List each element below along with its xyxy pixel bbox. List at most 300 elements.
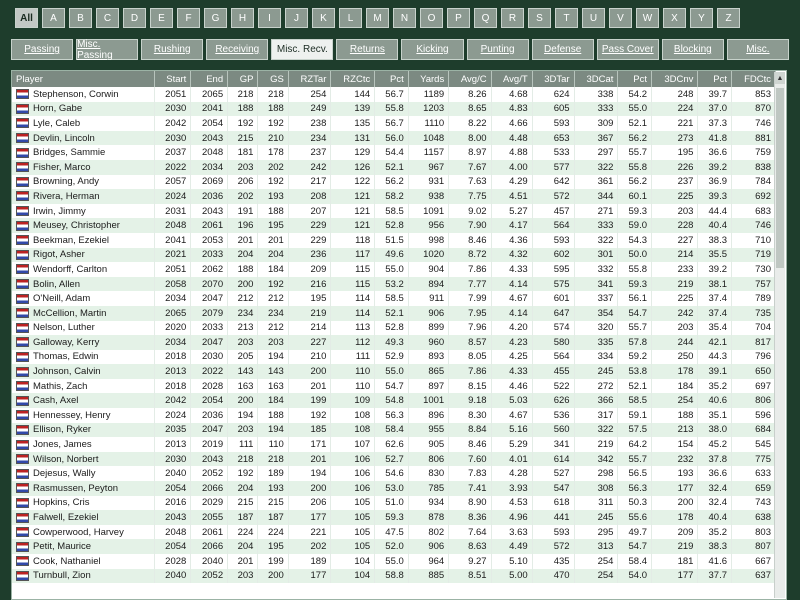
table-row[interactable] — [12, 321, 776, 336]
stat-cell: 193 — [258, 189, 288, 204]
column-header[interactable]: 3DTar — [532, 71, 574, 87]
player-name[interactable]: Petit, Maurice — [33, 541, 92, 553]
stat-cell: 37.0 — [698, 102, 732, 117]
stat-cell: 338 — [574, 87, 618, 102]
stat-cell: 54.4 — [375, 145, 409, 160]
column-header[interactable]: RZTar — [288, 71, 331, 87]
stat-cell: 735 — [732, 306, 776, 321]
stat-cell: 2034 — [154, 335, 191, 350]
stat-cell: 194 — [288, 466, 331, 481]
stat-cell: 135 — [331, 116, 375, 131]
table-row[interactable] — [12, 233, 776, 248]
tab-pass-cover[interactable]: Pass Cover — [597, 39, 659, 60]
stat-cell: 194 — [258, 350, 288, 365]
letter-filter-v[interactable]: V — [609, 8, 632, 28]
stat-cell: 56.7 — [375, 116, 409, 131]
column-header[interactable]: RZCtc — [331, 71, 375, 87]
stat-cell: 596 — [732, 408, 776, 423]
table-row[interactable] — [12, 291, 776, 306]
letter-filter-g[interactable]: G — [204, 8, 227, 28]
stat-cell: 62.6 — [375, 437, 409, 452]
stat-cell: 8.46 — [449, 437, 491, 452]
stat-cell: 209 — [288, 262, 331, 277]
tab-kicking[interactable]: Kicking — [401, 39, 463, 60]
player-name-cell — [12, 262, 154, 277]
stat-cell: 4.33 — [491, 364, 532, 379]
player-name-cell — [12, 452, 154, 467]
stat-cell: 2048 — [154, 218, 191, 233]
stat-cell: 58.4 — [375, 423, 409, 438]
letter-filter-m[interactable]: M — [366, 8, 389, 28]
stat-cell: 322 — [574, 423, 618, 438]
stat-cell: 248 — [652, 87, 698, 102]
stat-cell: 58.8 — [375, 569, 409, 584]
stat-cell: 178 — [652, 364, 698, 379]
stat-cell: 4.66 — [491, 116, 532, 131]
letter-filter-s[interactable]: S — [528, 8, 551, 28]
stat-cell: 2030 — [191, 350, 228, 365]
stat-cell: 572 — [532, 189, 574, 204]
player-name[interactable]: Johnson, Calvin — [33, 366, 101, 378]
tab-misc[interactable]: Misc. — [727, 39, 789, 60]
stat-cell: 2047 — [191, 423, 228, 438]
column-header[interactable]: Pct — [698, 71, 732, 87]
stat-cell: 245 — [574, 364, 618, 379]
stat-cell: 564 — [532, 350, 574, 365]
stat-cell: 54.2 — [618, 87, 652, 102]
vertical-scrollbar[interactable] — [774, 72, 785, 598]
stat-cell: 906 — [408, 539, 448, 554]
flag-icon — [16, 118, 29, 128]
tab-rushing[interactable]: Rushing — [141, 39, 203, 60]
table-row[interactable] — [12, 189, 776, 204]
stat-cell: 238 — [288, 116, 331, 131]
stat-cell: 2042 — [154, 116, 191, 131]
letter-filter-e[interactable]: E — [150, 8, 173, 28]
stat-cell: 144 — [331, 87, 375, 102]
stat-cell: 202 — [258, 160, 288, 175]
stat-cell: 931 — [408, 175, 448, 190]
table-row[interactable] — [12, 481, 776, 496]
player-name-cell — [12, 569, 154, 584]
player-name[interactable]: Lyle, Caleb — [33, 117, 81, 129]
player-name[interactable]: Nelson, Luther — [33, 322, 95, 334]
stat-cell: 39.3 — [698, 189, 732, 204]
stat-cell: 8.26 — [449, 87, 491, 102]
letter-filter-j[interactable]: J — [285, 8, 308, 28]
letter-filter-p[interactable]: P — [447, 8, 470, 28]
letter-filter-a[interactable]: A — [42, 8, 65, 28]
stat-cell: 575 — [532, 277, 574, 292]
flag-icon — [16, 469, 29, 479]
player-name[interactable]: Cash, Axel — [33, 395, 79, 407]
stat-cell: 5.16 — [491, 423, 532, 438]
player-name[interactable]: Horn, Gabe — [33, 103, 83, 115]
letter-filter-f[interactable]: F — [177, 8, 200, 28]
player-name[interactable]: Stephenson, Corwin — [33, 88, 119, 100]
flag-icon — [16, 264, 29, 274]
stat-cell: 759 — [732, 145, 776, 160]
column-header[interactable]: End — [191, 71, 228, 87]
player-name-cell — [12, 466, 154, 481]
player-name[interactable]: Cowperwood, Harvey — [33, 526, 124, 538]
stat-cell: 58.5 — [375, 291, 409, 306]
stat-cell: 219 — [652, 539, 698, 554]
stat-cell: 344 — [574, 189, 618, 204]
stat-cell: 177 — [288, 510, 331, 525]
stat-cell: 50.3 — [618, 496, 652, 511]
stat-cell: 52.0 — [375, 539, 409, 554]
flag-icon — [16, 571, 29, 581]
stat-cell: 8.05 — [449, 350, 491, 365]
stat-cell: 114 — [331, 291, 375, 306]
stat-cell: 205 — [228, 350, 258, 365]
stat-cell: 54.6 — [375, 466, 409, 481]
stat-cell: 177 — [652, 481, 698, 496]
player-name[interactable]: Jones, James — [33, 439, 92, 451]
player-name[interactable]: Falwell, Ezekiel — [33, 512, 99, 524]
table-row[interactable] — [12, 87, 776, 102]
stat-cell: 2037 — [154, 145, 191, 160]
stat-cell: 2065 — [154, 306, 191, 321]
player-name[interactable]: Bridges, Sammie — [33, 147, 106, 159]
stat-cell: 181 — [228, 145, 258, 160]
stat-cell: 204 — [258, 248, 288, 263]
stat-cell: 2022 — [154, 160, 191, 175]
player-name[interactable]: Meusey, Christopher — [33, 220, 120, 232]
stat-cell: 2043 — [154, 510, 191, 525]
stat-cell: 52.8 — [375, 218, 409, 233]
stat-cell: 195 — [258, 218, 288, 233]
stat-cell: 4.32 — [491, 248, 532, 263]
column-header[interactable]: GP — [228, 71, 258, 87]
table-row[interactable] — [12, 554, 776, 569]
stat-cell: 254 — [288, 87, 331, 102]
stat-cell: 121 — [331, 189, 375, 204]
stat-cell: 367 — [574, 131, 618, 146]
letter-filter-w[interactable]: W — [636, 8, 659, 28]
player-name[interactable]: Ellison, Ryker — [33, 424, 92, 436]
stat-cell: 51.5 — [375, 233, 409, 248]
letter-filter-y[interactable]: Y — [690, 8, 713, 28]
stat-cell: 2048 — [191, 145, 228, 160]
stat-cell: 341 — [532, 437, 574, 452]
table-row[interactable] — [12, 466, 776, 481]
table-row[interactable] — [12, 145, 776, 160]
table-row[interactable] — [12, 131, 776, 146]
letter-filter-h[interactable]: H — [231, 8, 254, 28]
column-header[interactable]: 3DCnv — [652, 71, 698, 87]
player-name[interactable]: McCellion, Martin — [33, 307, 107, 319]
table-row[interactable] — [12, 452, 776, 467]
tab-passing[interactable]: Passing — [11, 39, 73, 60]
stat-cell: 2052 — [191, 569, 228, 584]
stat-cell: 229 — [288, 218, 331, 233]
player-name[interactable]: Turnbull, Zion — [33, 570, 91, 582]
stat-cell: 9.02 — [449, 204, 491, 219]
table-row[interactable] — [12, 569, 776, 584]
flag-icon — [16, 527, 29, 537]
stat-cell: 8.36 — [449, 510, 491, 525]
player-name-cell — [12, 204, 154, 219]
table-row[interactable] — [12, 248, 776, 263]
stat-cell: 53.0 — [375, 481, 409, 496]
stat-cell: 9.27 — [449, 554, 491, 569]
stat-cell: 3.63 — [491, 525, 532, 540]
stat-cell: 234 — [288, 131, 331, 146]
stat-cell: 189 — [258, 466, 288, 481]
table-row[interactable] — [12, 335, 776, 350]
stat-cell: 4.48 — [491, 131, 532, 146]
stat-cell: 2047 — [191, 335, 228, 350]
scroll-thumb[interactable] — [776, 88, 784, 268]
stat-cell: 55.6 — [618, 510, 652, 525]
stat-cell: 602 — [532, 248, 574, 263]
stat-cell: 1157 — [408, 145, 448, 160]
stat-cell: 8.65 — [449, 102, 491, 117]
stat-cell: 225 — [652, 189, 698, 204]
column-header[interactable]: Start — [154, 71, 191, 87]
flag-icon — [16, 410, 29, 420]
stat-cell: 193 — [652, 466, 698, 481]
player-name[interactable]: Rigot, Asher — [33, 249, 85, 261]
table-row[interactable] — [12, 496, 776, 511]
stat-cell: 50.0 — [618, 248, 652, 263]
player-name[interactable]: Wendorff, Carlton — [33, 263, 108, 275]
tab-blocking[interactable]: Blocking — [662, 39, 724, 60]
letter-filter-o[interactable]: O — [420, 8, 443, 28]
stat-cell: 203 — [228, 423, 258, 438]
player-name[interactable]: O'Neill, Adam — [33, 293, 91, 305]
stat-cell: 4.51 — [491, 189, 532, 204]
player-name[interactable]: Wilson, Norbert — [33, 453, 99, 465]
stat-cell: 2054 — [191, 393, 228, 408]
stat-cell: 44.4 — [698, 204, 732, 219]
letter-filter-q[interactable]: Q — [474, 8, 497, 28]
stat-cell: 633 — [732, 466, 776, 481]
tab-misc-recv[interactable]: Misc. Recv. — [271, 39, 333, 60]
stat-cell: 4.20 — [491, 321, 532, 336]
tab-receiving[interactable]: Receiving — [206, 39, 268, 60]
table-row[interactable] — [12, 510, 776, 525]
stat-cell: 105 — [331, 496, 375, 511]
player-name[interactable]: Rasmussen, Peyton — [33, 482, 119, 494]
stat-cell: 188 — [652, 408, 698, 423]
stat-cell: 204 — [228, 248, 258, 263]
stat-cell: 232 — [652, 452, 698, 467]
stat-cell: 177 — [652, 569, 698, 584]
tab-punting[interactable]: Punting — [467, 39, 529, 60]
player-name[interactable]: Irwin, Jimmy — [33, 205, 86, 217]
stat-cell: 245 — [574, 510, 618, 525]
stat-cell: 906 — [408, 306, 448, 321]
stat-cell: 56.2 — [375, 175, 409, 190]
stat-cell: 55.0 — [375, 262, 409, 277]
stat-cell: 5.00 — [491, 569, 532, 584]
player-name[interactable]: Fisher, Marco — [33, 161, 91, 173]
column-header[interactable]: GS — [258, 71, 288, 87]
stat-cell: 49.7 — [618, 525, 652, 540]
column-header[interactable]: 3DCat — [574, 71, 618, 87]
stat-cell: 254 — [652, 393, 698, 408]
stat-cell: 108 — [331, 408, 375, 423]
player-name[interactable]: Hennessey, Henry — [33, 409, 111, 421]
column-header[interactable]: Avg/T — [491, 71, 532, 87]
player-name-cell — [12, 116, 154, 131]
stat-cell: 710 — [732, 233, 776, 248]
stat-cell: 2020 — [154, 321, 191, 336]
table-row[interactable] — [12, 306, 776, 321]
stat-cell: 227 — [652, 233, 698, 248]
stat-cell: 577 — [532, 160, 574, 175]
player-name[interactable]: Thomas, Edwin — [33, 351, 99, 363]
tab-returns[interactable]: Returns — [336, 39, 398, 60]
stat-cell: 878 — [408, 510, 448, 525]
table-row[interactable] — [12, 437, 776, 452]
flag-icon — [16, 221, 29, 231]
stat-cell: 42.1 — [698, 335, 732, 350]
table-row[interactable] — [12, 379, 776, 394]
player-name-cell — [12, 364, 154, 379]
stat-cell: 200 — [288, 481, 331, 496]
stat-cell: 8.51 — [449, 569, 491, 584]
stat-cell: 36.6 — [698, 466, 732, 481]
table-row[interactable] — [12, 525, 776, 540]
player-name[interactable]: Mathis, Zach — [33, 380, 88, 392]
letter-filter-i[interactable]: I — [258, 8, 281, 28]
stat-cell: 58.4 — [618, 554, 652, 569]
stat-cell: 4.83 — [491, 102, 532, 117]
stat-cell: 59.0 — [618, 218, 652, 233]
stat-cell: 35.4 — [698, 321, 732, 336]
player-name[interactable]: Hopkins, Cris — [33, 497, 90, 509]
table-row[interactable] — [12, 204, 776, 219]
letter-filter-k[interactable]: K — [312, 8, 335, 28]
table-row[interactable] — [12, 539, 776, 554]
stat-cell: 337 — [574, 291, 618, 306]
stat-cell: 5.10 — [491, 554, 532, 569]
player-name-cell — [12, 525, 154, 540]
table-row[interactable] — [12, 102, 776, 117]
stat-cell: 853 — [732, 87, 776, 102]
scroll-up-arrow-icon[interactable]: ▲ — [775, 72, 785, 84]
stat-cell: 7.41 — [449, 481, 491, 496]
stat-cell: 54.3 — [618, 233, 652, 248]
flag-icon — [16, 352, 29, 362]
stat-cell: 2019 — [191, 437, 228, 452]
stat-cell: 234 — [228, 306, 258, 321]
letter-filter-d[interactable]: D — [123, 8, 146, 28]
stats-table — [12, 71, 776, 583]
table-row[interactable] — [12, 218, 776, 233]
player-name[interactable]: Galloway, Kerry — [33, 336, 100, 348]
column-header[interactable]: Pct — [375, 71, 409, 87]
player-name-cell — [12, 233, 154, 248]
letter-filter-b[interactable]: B — [69, 8, 92, 28]
player-name-cell — [12, 510, 154, 525]
flag-icon — [16, 294, 29, 304]
stat-cell: 201 — [288, 379, 331, 394]
player-name[interactable]: Browning, Andy — [33, 176, 100, 188]
player-name[interactable]: Rivera, Herman — [33, 190, 100, 202]
stat-cell: 51.0 — [375, 496, 409, 511]
player-name[interactable]: Bolin, Allen — [33, 278, 81, 290]
letter-filter-u[interactable]: U — [582, 8, 605, 28]
stat-cell: 184 — [258, 393, 288, 408]
stat-cell: 192 — [258, 277, 288, 292]
table-row[interactable] — [12, 350, 776, 365]
player-name[interactable]: Dejesus, Wally — [33, 468, 96, 480]
tab-defense[interactable]: Defense — [532, 39, 594, 60]
stat-cell: 54.7 — [618, 539, 652, 554]
stat-cell: 107 — [331, 437, 375, 452]
stat-cell: 334 — [574, 350, 618, 365]
table-row[interactable] — [12, 393, 776, 408]
letter-filter-c[interactable]: C — [96, 8, 119, 28]
player-name[interactable]: Beekman, Ezekiel — [33, 234, 110, 246]
column-header[interactable]: FDCtc — [732, 71, 776, 87]
stat-cell: 885 — [408, 569, 448, 584]
stat-cell: 2069 — [191, 175, 228, 190]
stat-cell: 7.63 — [449, 175, 491, 190]
letter-filter-x[interactable]: X — [663, 8, 686, 28]
table-row[interactable] — [12, 408, 776, 423]
stat-cell: 2043 — [191, 204, 228, 219]
stat-cell: 201 — [228, 233, 258, 248]
stat-cell: 219 — [652, 277, 698, 292]
stat-cell: 2051 — [154, 87, 191, 102]
stat-cell: 2041 — [154, 233, 191, 248]
stat-cell: 297 — [574, 145, 618, 160]
letter-filter-all[interactable]: All — [15, 8, 38, 28]
table-row[interactable] — [12, 262, 776, 277]
letter-filter-r[interactable]: R — [501, 8, 524, 28]
stat-cell: 333 — [574, 102, 618, 117]
stat-cell: 200 — [652, 496, 698, 511]
stat-cell: 204 — [228, 539, 258, 554]
table-row[interactable] — [12, 277, 776, 292]
stat-cell: 614 — [532, 452, 574, 467]
letter-filter-t[interactable]: T — [555, 8, 578, 28]
stat-cell: 199 — [258, 554, 288, 569]
stat-cell: 55.0 — [618, 102, 652, 117]
table-row[interactable] — [12, 116, 776, 131]
stat-cell: 52.9 — [375, 350, 409, 365]
stat-cell: 5.03 — [491, 393, 532, 408]
column-header[interactable]: Pct — [618, 71, 652, 87]
column-header[interactable]: Player — [12, 71, 154, 87]
table-row[interactable] — [12, 423, 776, 438]
stat-cell: 55.0 — [375, 554, 409, 569]
player-name[interactable]: Devlin, Lincoln — [33, 132, 95, 144]
table-row[interactable] — [12, 364, 776, 379]
letter-filter-l[interactable]: L — [339, 8, 362, 28]
table-row[interactable] — [12, 175, 776, 190]
stat-cell: 56.7 — [375, 87, 409, 102]
column-header[interactable]: Yards — [408, 71, 448, 87]
stat-cell: 203 — [228, 160, 258, 175]
letter-filter-n[interactable]: N — [393, 8, 416, 28]
stat-cell: 354 — [574, 306, 618, 321]
tab-misc-passing[interactable]: Misc. Passing — [76, 39, 138, 60]
player-name[interactable]: Cook, Nathaniel — [33, 555, 101, 567]
stat-cell: 8.00 — [449, 131, 491, 146]
stat-cell: 8.97 — [449, 145, 491, 160]
letter-filter-z[interactable]: Z — [717, 8, 740, 28]
column-header[interactable]: Avg/C — [449, 71, 491, 87]
player-name-cell — [12, 393, 154, 408]
table-row[interactable] — [12, 160, 776, 175]
